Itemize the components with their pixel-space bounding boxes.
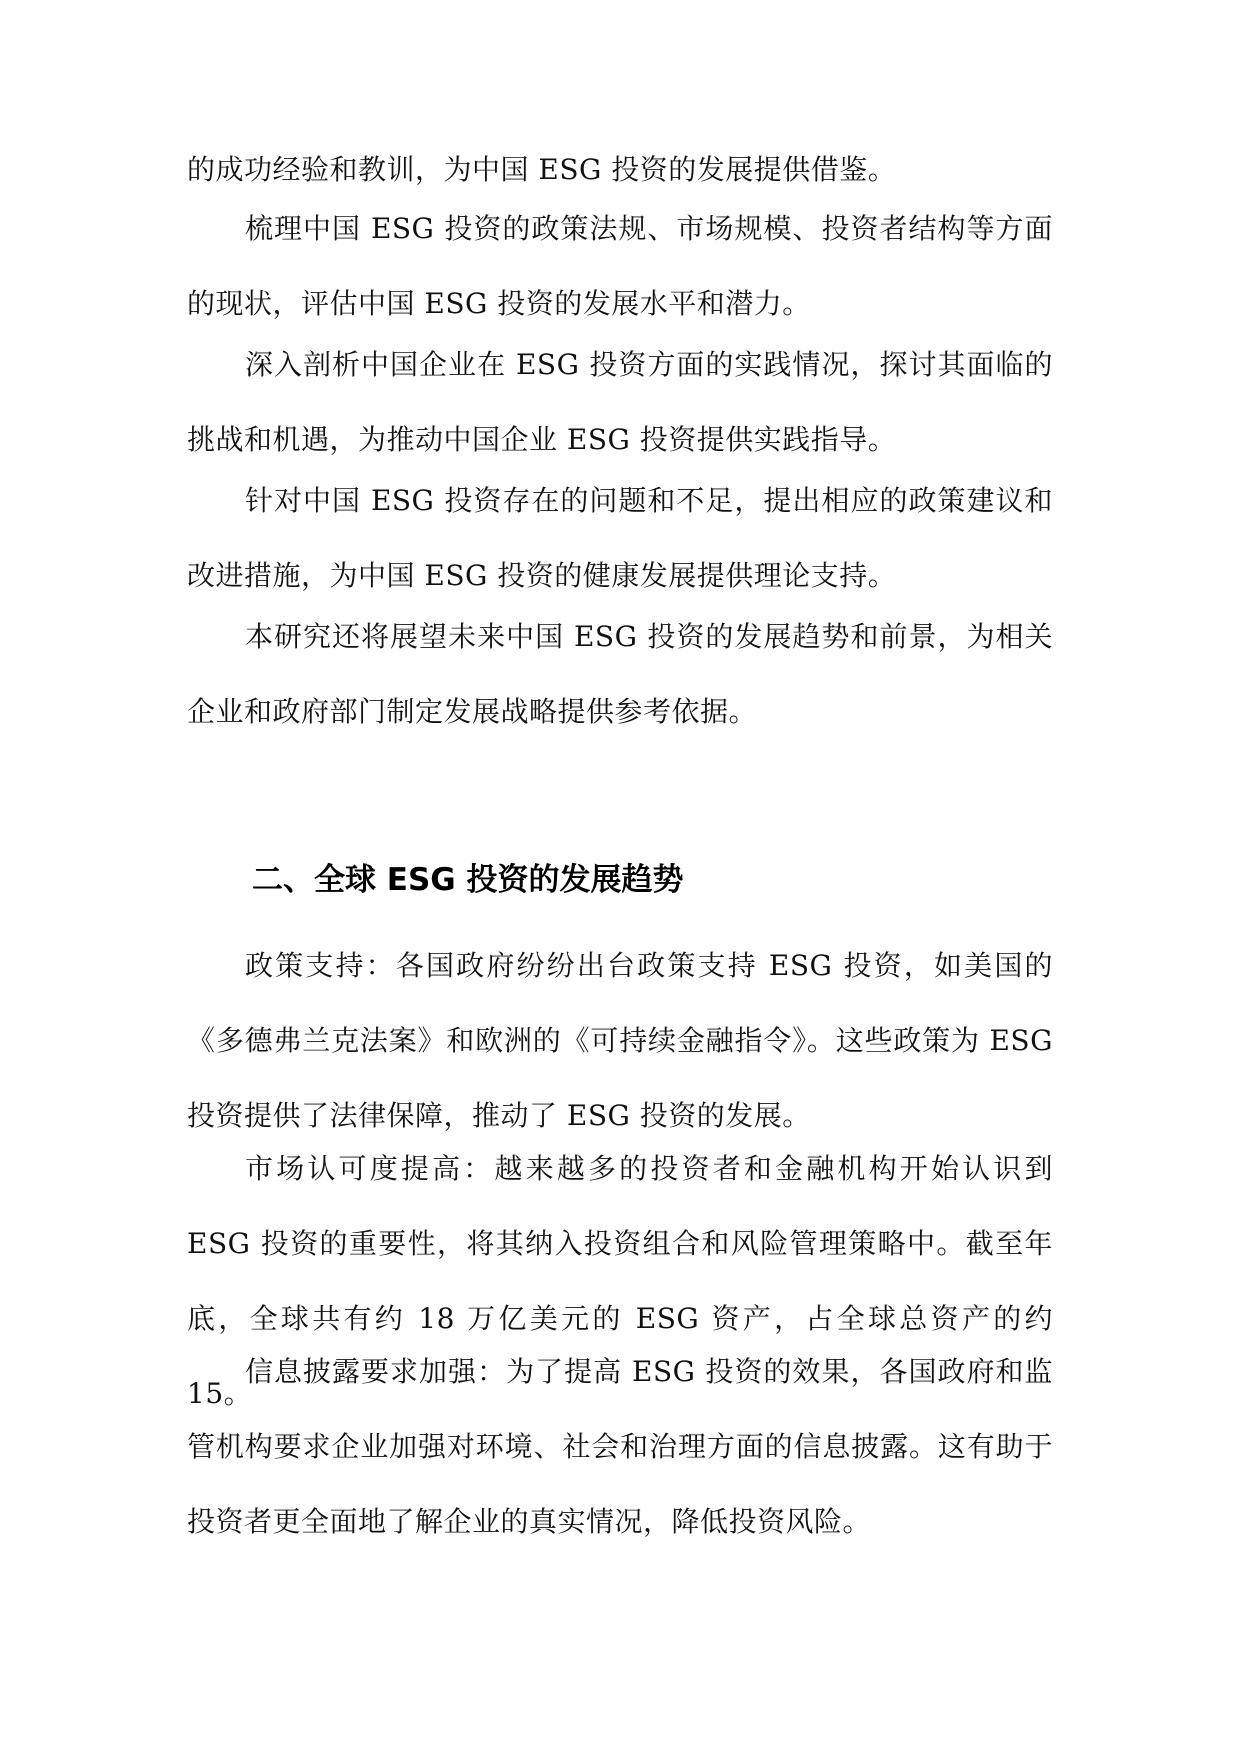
paragraph-china-policy-status: 梳理中国 ESG 投资的政策法规、市场规模、投资者结构等方面的现状，评估中国 ESG 投资的发展水平和潜力。 (187, 212, 1053, 320)
paragraph-continuation: 的成功经验和教训，为中国 ESG 投资的发展提供借鉴。 (187, 153, 897, 186)
section-heading: 二、全球 ESG 投资的发展趋势 (252, 862, 684, 898)
paragraph-disclosure-requirements: 信息披露要求加强：为了提高 ESG 投资的效果，各国政府和监管机构要求企业加强对环境、社会和治理方面的信息披露。这有助于投资者更全面地了解企业的真实情况，降低投资风险。 (187, 1355, 1053, 1538)
paragraph-market-recognition: 市场认可度提高：越来越多的投资者和金融机构开始认识到 ESG 投资的重要性，将其纳入投资组合和风险管理策略中。截至年底，全球共有约 18 万亿美元的 ESG 资产，占全球总资产的约 15。 (187, 1152, 1053, 1410)
paragraph-future-outlook: 本研究还将展望未来中国 ESG 投资的发展趋势和前景，为相关企业和政府部门制定发展战略提供参考依据。 (187, 620, 1053, 728)
paragraph-enterprise-practice: 深入剖析中国企业在 ESG 投资方面的实践情况，探讨其面临的挑战和机遇，为推动中国企业 ESG 投资提供实践指导。 (187, 348, 1053, 456)
paragraph-policy-suggestions: 针对中国 ESG 投资存在的问题和不足，提出相应的政策建议和改进措施，为中国 ESG 投资的健康发展提供理论支持。 (187, 484, 1053, 592)
paragraph-policy-support: 政策支持：各国政府纷纷出台政策支持 ESG 投资，如美国的《多德弗兰克法案》和欧洲的《可持续金融指令》。这些政策为 ESG 投资提供了法律保障，推动了 ESG 投资的发展。 (187, 949, 1053, 1132)
